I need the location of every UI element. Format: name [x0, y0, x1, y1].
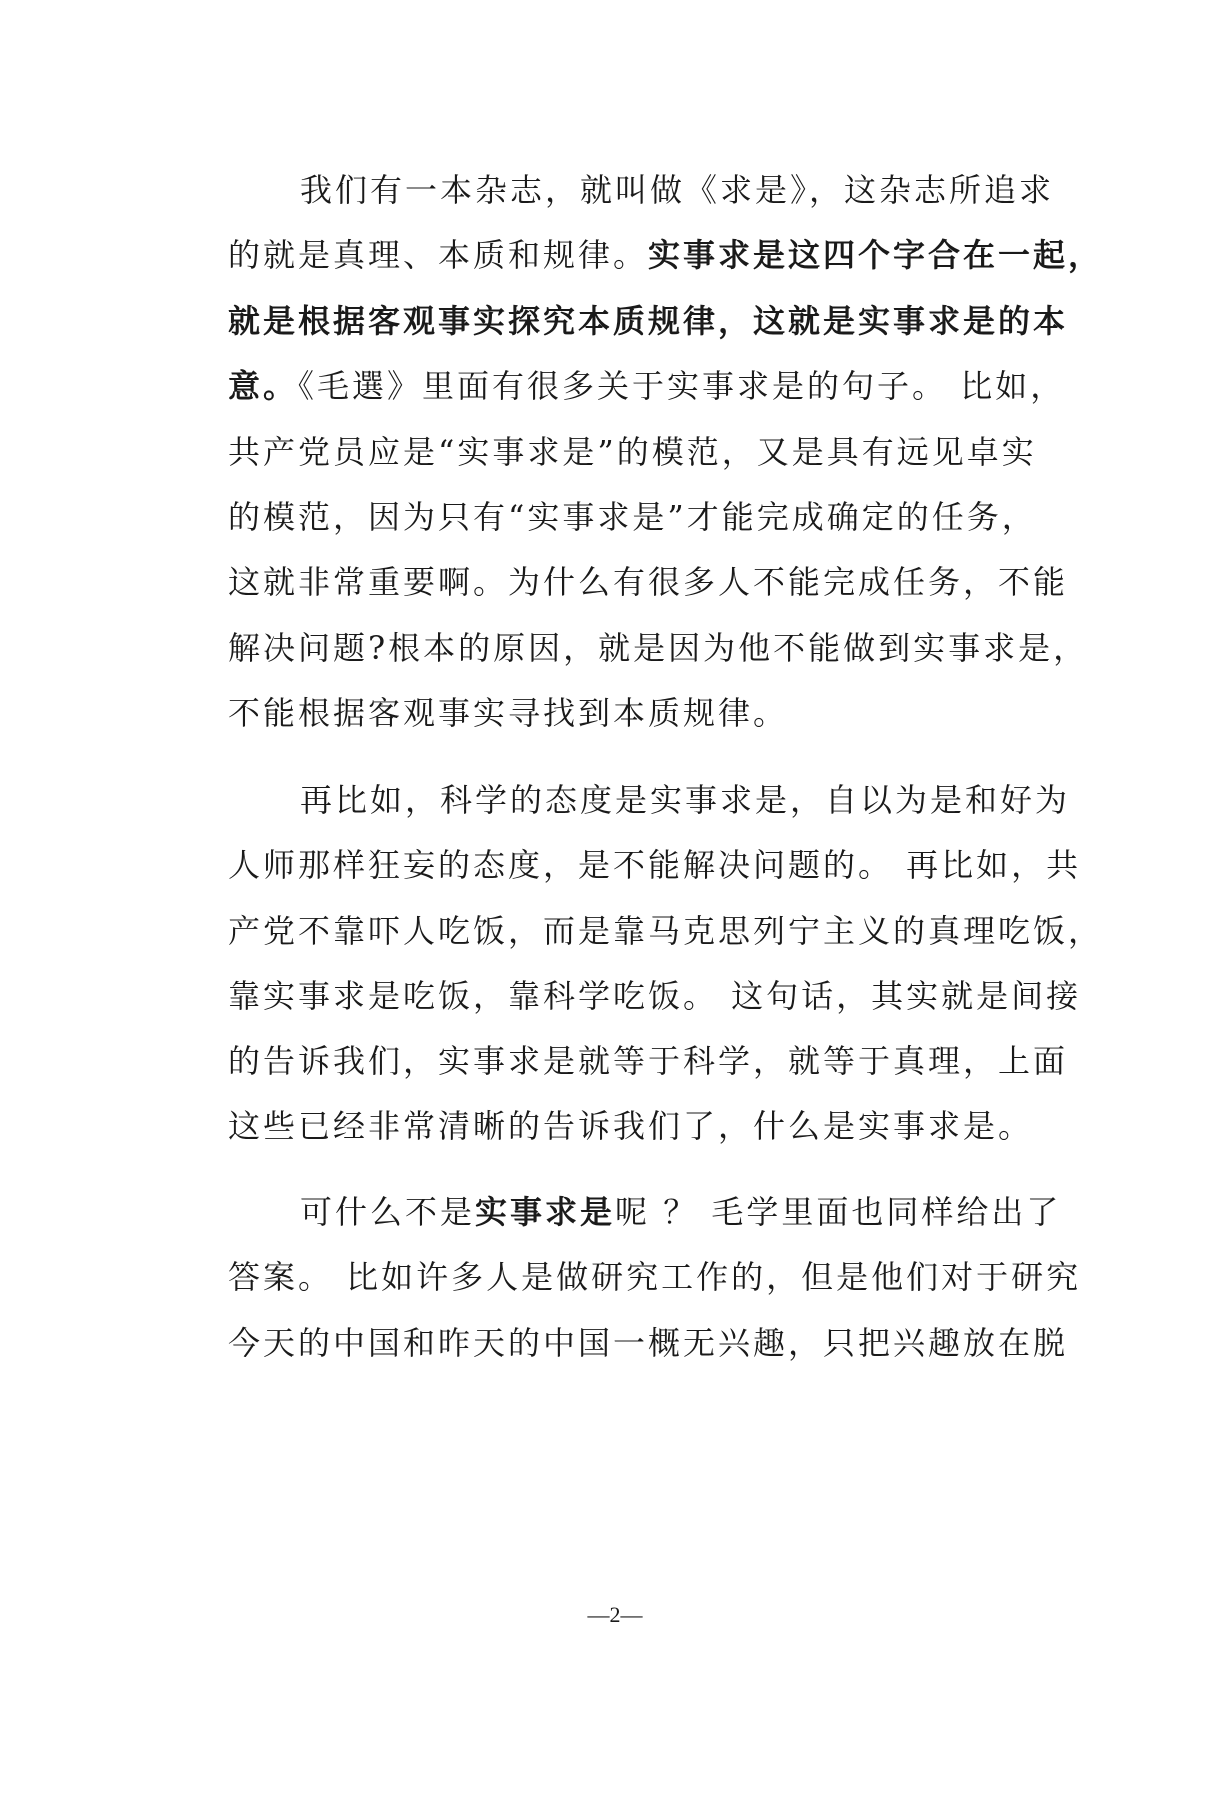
- p3-line-1: [300, 1187, 1062, 1237]
- p2-line-6-text: 这些已经非常清晰的告诉我们了，什么是实事求是。: [228, 1107, 1034, 1145]
- p1-line-6-text: 的模范，因为只有“实事求是”才能完成确定的任务，: [228, 498, 1037, 536]
- page-number: —2—: [587, 1602, 643, 1627]
- p3-line-3-text: 今天的中国和昨天的中国一概无兴趣，只把兴趣放在脱: [228, 1324, 1069, 1362]
- p3-line-2-text: 答案。 比如许多人是做研究工作的，但是他们对于研究: [228, 1258, 1082, 1296]
- p2-line-1-text: 再比如，科学的态度是实事求是，自以为是和好为: [300, 781, 1071, 819]
- p1-line-9: [228, 688, 1028, 738]
- p3-line-1-before: 可什么不是: [300, 1193, 476, 1231]
- p2-line-2-text: 人师那样狂妄的态度，是不能解决问题的。 再比如，共: [228, 846, 1082, 884]
- p2-line-1: [300, 775, 1071, 825]
- p2-line-5-text: 的告诉我们，实事求是就等于科学，就等于真理，上面: [228, 1042, 1069, 1080]
- p1-line-6: [228, 492, 1037, 542]
- p1-line-2-plain: 的就是真理、本质和规律。: [228, 236, 649, 274]
- p1-line-4-plain: 《毛選》里面有很多关于实事求是的句子。 比如，: [298, 367, 1066, 405]
- p1-line-4-bold: 意。: [228, 367, 299, 405]
- p2-line-4-text: 靠实事求是吃饭，靠科学吃饭。 这句话，其实就是间接: [228, 977, 1082, 1015]
- p1-line-4: [228, 361, 1066, 411]
- p1-line-2-bold: 实事求是这四个字合在一起，: [648, 236, 1104, 274]
- p1-line-2: [228, 230, 1104, 280]
- p3-line-3: [228, 1318, 1069, 1368]
- p1-line-7: [228, 557, 1069, 607]
- p1-line-5-text: 共产党员应是“实事求是”的模范，又是具有远见卓实: [228, 433, 1037, 471]
- p3-line-2: [228, 1252, 1082, 1302]
- p3-line-1-after: 呢 ？ 毛学里面也同样给出了: [615, 1193, 1062, 1231]
- p1-line-7-text: 这就非常重要啊。为什么有很多人不能完成任务，不能: [228, 563, 1069, 601]
- p1-line-8: [228, 623, 1089, 673]
- p1-line-1-text: 我们有一本杂志，就叫做《求是》，这杂志所追求: [300, 171, 1055, 209]
- p2-line-3: [228, 906, 1104, 956]
- p1-line-3: [228, 296, 1069, 346]
- p2-line-5: [228, 1036, 1069, 1086]
- p2-line-3-text: 产党不靠吓人吃饭，而是靠马克思列宁主义的真理吃饭，: [228, 912, 1104, 950]
- p2-line-6: [228, 1101, 1034, 1151]
- p1-line-3-bold: 就是根据客观事实探究本质规律，这就是实事求是的本: [228, 302, 1069, 340]
- p1-line-5: [228, 427, 1037, 477]
- p1-line-1: [300, 165, 1055, 215]
- p1-line-8-text: 解决问题?根本的原因，就是因为他不能做到实事求是，: [228, 629, 1089, 667]
- p2-line-2: [228, 840, 1082, 890]
- p2-line-4: [228, 971, 1082, 1021]
- p1-line-9-text: 不能根据客观事实寻找到本质规律。: [228, 694, 789, 732]
- p3-line-1-bold: 实事求是: [475, 1193, 616, 1231]
